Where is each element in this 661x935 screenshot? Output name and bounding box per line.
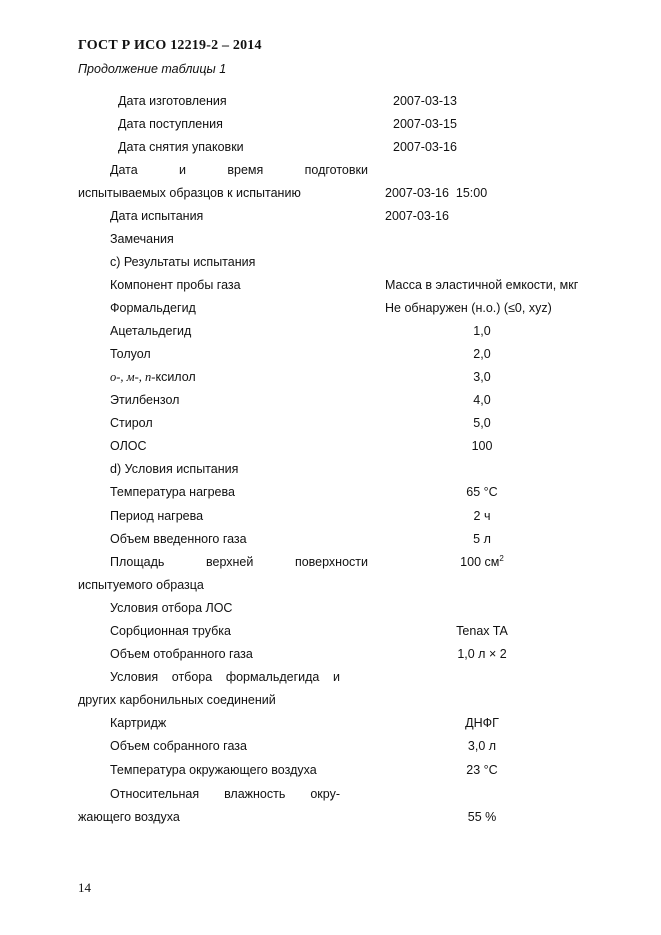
row-carbonyl-line2 <box>0 691 661 709</box>
test-date-value: 2007-03-16 <box>385 209 449 223</box>
table-continuation-caption: Продолжение таблицы 1 <box>78 62 227 76</box>
area-word: Площадь <box>110 555 165 569</box>
component-label: ксилол <box>155 370 196 384</box>
area-label-line2: испытуемого образца <box>78 578 204 592</box>
area-label-line1 <box>110 553 368 571</box>
test-date-label: Дата испытания <box>110 209 204 223</box>
row-test-date <box>0 207 661 225</box>
row-area-line1 <box>0 553 661 571</box>
component-label: ОЛОС <box>110 439 147 453</box>
area-word: верхней <box>206 555 254 569</box>
humidity-label-line1 <box>110 785 340 803</box>
component-label: Этилбензол <box>110 393 180 407</box>
humidity-value: 55 % <box>467 810 497 824</box>
component-value: 5,0 <box>473 416 491 430</box>
row-area-line2 <box>0 576 661 594</box>
mass-column-header: Масса в эластичной емкости, мкг <box>385 278 579 292</box>
component-value: 3,0 <box>473 370 491 384</box>
prep-word: подготовки <box>304 163 368 177</box>
area-value <box>442 553 522 571</box>
sampled-gas-label: Объем отобранного газа <box>110 647 253 661</box>
ambient-temp-value: 23 °C <box>466 763 498 777</box>
row-gas-volume <box>0 530 661 548</box>
unpacking-date-label: Дата снятия упаковки <box>118 140 244 154</box>
row-cartridge <box>0 714 661 732</box>
page-number: 14 <box>78 880 91 895</box>
table-row <box>0 437 661 455</box>
humidity-label-line2: жающего воздуха <box>78 810 180 824</box>
voc-sampling-label: Условия отбора ЛОС <box>110 601 233 615</box>
collected-gas-label: Объем собранного газа <box>110 739 247 753</box>
component-value: 4,0 <box>473 393 491 407</box>
cartridge-value: ДНФГ <box>465 716 499 730</box>
carbonyl-label-line2: других карбонильных соединений <box>78 693 276 707</box>
table-row <box>0 391 661 409</box>
prep-word: и <box>179 163 187 177</box>
row-sampled-gas <box>0 645 661 663</box>
humidity-word: Относительная <box>110 787 200 801</box>
component-label: Стирол <box>110 416 153 430</box>
component-value: 100 <box>471 439 493 453</box>
collected-gas-value: 3,0 л <box>467 739 497 753</box>
table-row <box>0 368 661 386</box>
table-row <box>0 322 661 340</box>
row-unpacking-date <box>0 138 661 156</box>
row-humidity-line2 <box>0 808 661 826</box>
xylene-label-group <box>110 368 196 386</box>
row-conditions-heading <box>0 460 661 478</box>
carbonyl-word: и <box>333 670 340 684</box>
table-row <box>0 414 661 432</box>
component-label: Ацетальдегид <box>110 324 192 338</box>
row-collected-gas <box>0 737 661 755</box>
heating-period-value: 2 ч <box>473 509 491 523</box>
gas-volume-label: Объем введенного газа <box>110 532 247 546</box>
component-label: Толуол <box>110 347 151 361</box>
manufacture-date-value: 2007-03-13 <box>393 94 457 108</box>
heating-period-label: Период нагрева <box>110 509 204 523</box>
component-value: 2,0 <box>473 347 491 361</box>
row-results-header <box>0 276 661 294</box>
conditions-heading: d) Условия испытания <box>110 462 239 476</box>
ambient-temp-label: Температура окружающего воздуха <box>110 763 317 777</box>
row-sorbent-tube <box>0 622 661 640</box>
row-humidity-line1 <box>0 785 661 803</box>
manufacture-date-label: Дата изготовления <box>118 94 227 108</box>
carbonyl-word: отбора <box>171 670 213 684</box>
row-heating-period <box>0 507 661 525</box>
heating-temp-label: Температура нагрева <box>110 485 235 499</box>
area-value-number: 100 см <box>460 555 500 569</box>
xylene-isomer-prefix: о-, м-, п- <box>110 370 156 384</box>
row-formaldehyde <box>0 299 661 317</box>
row-prep-time-line2 <box>0 184 661 202</box>
row-results-heading <box>0 253 661 271</box>
row-prep-time-line1 <box>0 161 661 179</box>
row-receipt-date <box>0 115 661 133</box>
row-remarks <box>0 230 661 248</box>
carbonyl-label-line1 <box>110 668 340 686</box>
cartridge-label: Картридж <box>110 716 167 730</box>
row-carbonyl-line1 <box>0 668 661 686</box>
unpacking-date-value: 2007-03-16 <box>393 140 457 154</box>
receipt-date-label: Дата поступления <box>118 117 223 131</box>
prep-word: время <box>227 163 264 177</box>
heating-temp-value: 65 °C <box>466 485 498 499</box>
remarks-label: Замечания <box>110 232 174 246</box>
prep-label-line1 <box>110 161 368 179</box>
row-voc-sampling <box>0 599 661 617</box>
humidity-word: окру- <box>310 787 340 801</box>
results-heading: с) Результаты испытания <box>110 255 256 269</box>
formaldehyde-value: Не обнаружен (н.о.) (≤0, xyz) <box>385 301 552 315</box>
formaldehyde-label: Формальдегид <box>110 301 196 315</box>
sorbent-tube-label: Сорбционная трубка <box>110 624 231 638</box>
prep-label-line2: испытываемых образцов к испытанию <box>78 186 301 200</box>
sampled-gas-value: 1,0 л × 2 <box>457 647 507 661</box>
row-manufacture-date <box>0 92 661 110</box>
prep-value: 2007-03-16 15:00 <box>385 186 488 200</box>
gas-volume-value: 5 л <box>473 532 491 546</box>
standard-title: ГОСТ Р ИСО 12219-2 – 2014 <box>78 38 262 53</box>
humidity-word: влажность <box>224 787 286 801</box>
area-value-exponent: 2 <box>499 554 504 563</box>
table-row <box>0 345 661 363</box>
component-value: 1,0 <box>473 324 491 338</box>
sorbent-tube-value: Tenax TA <box>456 624 508 638</box>
prep-word: Дата <box>110 163 138 177</box>
row-heating-temp <box>0 483 661 501</box>
receipt-date-value: 2007-03-15 <box>393 117 457 131</box>
carbonyl-word: формальдегида <box>225 670 320 684</box>
area-word: поверхности <box>294 555 368 569</box>
carbonyl-word: Условия <box>110 670 159 684</box>
row-ambient-temp <box>0 761 661 779</box>
component-column-header: Компонент пробы газа <box>110 278 241 292</box>
